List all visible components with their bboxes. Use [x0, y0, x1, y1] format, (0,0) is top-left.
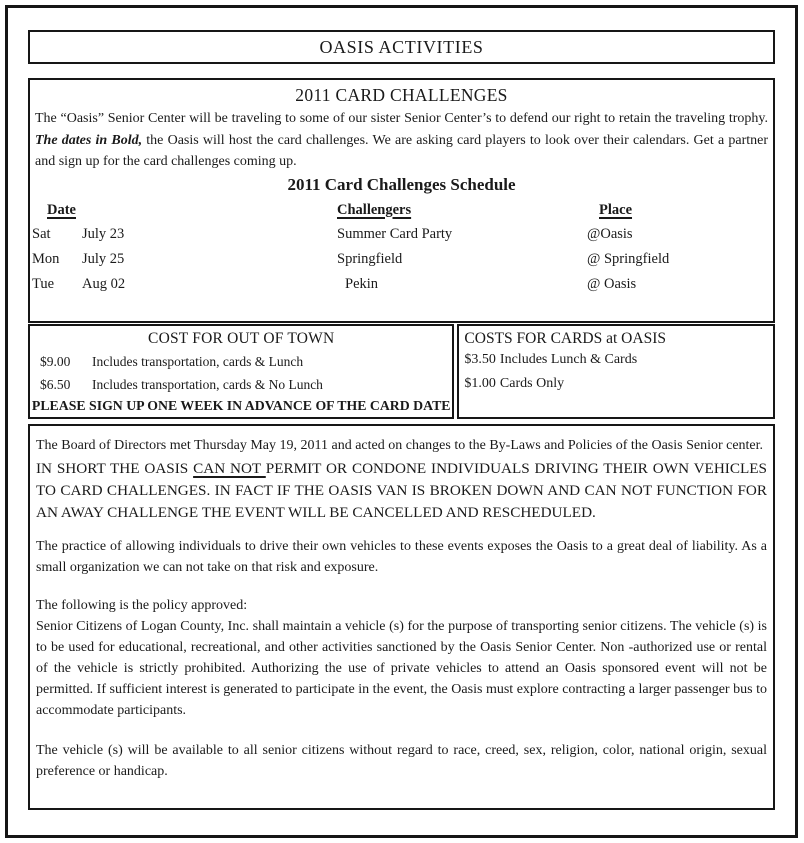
- intro-emphasis: The dates in Bold,: [35, 132, 143, 148]
- policy-paragraph-availability: The vehicle (s) will be available to all senior citizens without regard to race, creed, sex, religion, color, national origin, sexual preference or handicap.: [36, 743, 767, 779]
- policy-section: [28, 424, 775, 810]
- schedule-date: July 25: [82, 250, 125, 267]
- schedule-heading: 2011 Card Challenges Schedule: [287, 174, 516, 194]
- column-header-challengers: Challengers: [337, 201, 412, 218]
- cost-price: $9.00: [40, 354, 71, 369]
- schedule-table: [30, 199, 773, 297]
- cost-description: Includes transportation, cards & No Lunch: [92, 377, 323, 392]
- intro-part3: the Oasis will host the card challenges. We are asking card players to look over their calendars. Get a partner and sign up for the card challenges coming up.: [35, 132, 768, 169]
- cost-description: Includes transportation, cards & Lunch: [92, 354, 304, 369]
- schedule-date: July 23: [82, 225, 125, 242]
- list-item: [30, 350, 452, 373]
- cost-description: Includes Lunch & Cards: [499, 352, 638, 367]
- list-item: [459, 348, 773, 372]
- cost-description: Cards Only: [499, 376, 565, 391]
- policy-paragraph-following: The following is the policy approved:: [36, 598, 248, 613]
- schedule-day: Tue: [32, 275, 55, 292]
- schedule-day: Mon: [32, 250, 60, 267]
- table-row: [30, 272, 773, 297]
- in-short-part2: PERMIT OR CONDONE INDIVIDUALS DRIVING THEIR OWN VEHICLES TO CARD CHALLENGES. IN FACT IF THE OASIS VAN IS BROKEN DOWN AND CAN NOT FUNCTION FOR AN AWAY CHALLENGE THE EVENT WILL BE CANCELLED AND RESCHEDULED.: [36, 460, 767, 521]
- document-page: [5, 5, 798, 838]
- policy-paragraph-practice: The practice of allowing individuals to drive their own vehicles to these events exposes the Oasis to a great deal of liability. As a small organization we can not take on that risk and exposure.: [36, 539, 767, 575]
- cost-section: [28, 324, 775, 419]
- in-short-part1: IN SHORT THE OASIS: [36, 460, 194, 477]
- policy-paragraph-vehicle-rules: Senior Citizens of Logan County, Inc. shall maintain a vehicle (s) for the purpose of transporting senior citizens. The vehicle (s) is to be used for educational, recreational, and other activities sanctioned by the Oasis Senior Center. Non -authorized use or rental of the vehicle is strictly prohibited. Authorizing the use of private vehicles to attend an Oasis sponsored event will not be permitted. If sufficient interest is generated to participate in the event, the Oasis must explore contracting a larger passenger bus to accommodate participants.: [36, 619, 767, 718]
- schedule-date: Aug 02: [82, 275, 126, 292]
- cost-out-of-town-heading: COST FOR OUT OF TOWN: [148, 330, 335, 347]
- cost-out-of-town-box: [28, 324, 454, 419]
- cost-price: $6.50: [40, 377, 71, 392]
- cost-price: $3.50: [464, 352, 496, 367]
- schedule-place: @Oasis: [587, 225, 633, 242]
- policy-paragraph-in-short: [36, 458, 767, 524]
- schedule-place: @ Springfield: [587, 250, 670, 267]
- cost-at-oasis-heading: COSTS FOR CARDS at OASIS: [464, 330, 666, 347]
- schedule-place: @ Oasis: [587, 275, 637, 292]
- schedule-challenger: Springfield: [337, 250, 403, 267]
- cost-at-oasis-box: [457, 324, 775, 419]
- schedule-challenger: Summer Card Party: [337, 225, 453, 242]
- cost-price: $1.00: [464, 376, 496, 391]
- schedule-challenger: Pekin: [345, 275, 379, 292]
- column-header-place: Place: [599, 201, 633, 218]
- table-row: [30, 247, 773, 272]
- schedule-day: Sat: [32, 225, 51, 242]
- list-item: [459, 372, 773, 396]
- policy-paragraph-board: The Board of Directors met Thursday May 19, 2011 and acted on changes to the By-Laws and Policies of the Oasis Senior center.: [36, 438, 764, 453]
- table-row: [30, 222, 773, 247]
- intro-part1: The “Oasis” Senior Center will be traveling to some of our sister Senior Center’s to defend our right to retain the traveling trophy.: [35, 111, 768, 126]
- intro-paragraph: [30, 106, 773, 173]
- card-challenges-section: [28, 78, 775, 323]
- signup-note: PLEASE SIGN UP ONE WEEK IN ADVANCE OF THE CARD DATE: [31, 398, 451, 413]
- list-item: [30, 373, 452, 396]
- page-title: OASIS ACTIVITIES: [319, 36, 484, 57]
- schedule-header-row: [30, 199, 773, 222]
- column-header-date: Date: [47, 201, 76, 218]
- card-challenges-heading: 2011 CARD CHALLENGES: [295, 85, 508, 105]
- in-short-underlined: CAN NOT: [193, 460, 266, 477]
- title-banner: [28, 30, 775, 64]
